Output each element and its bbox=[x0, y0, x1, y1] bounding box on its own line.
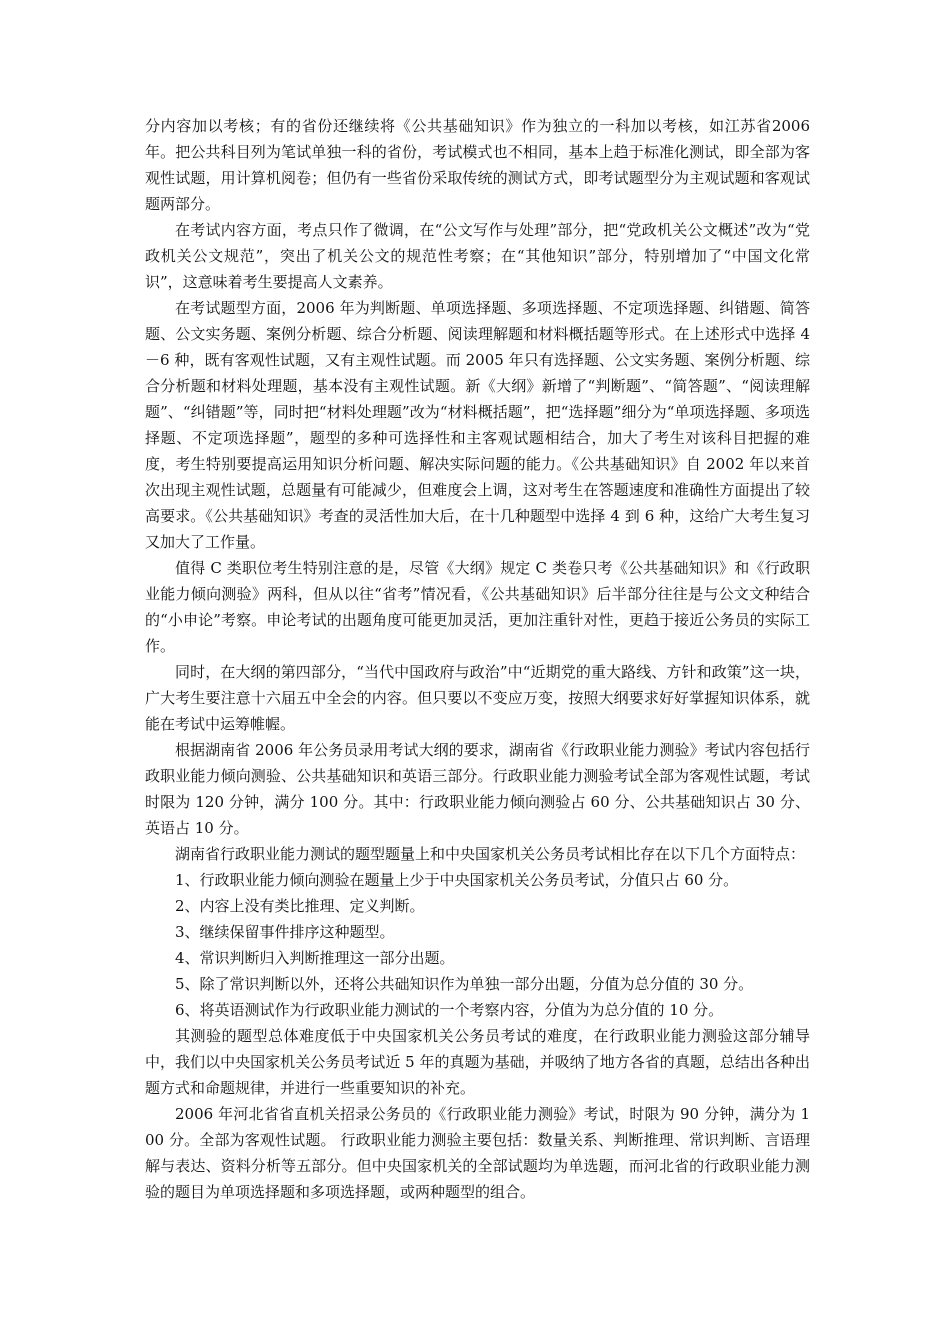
paragraph: 根据湖南省 2006 年公务员录用考试大纲的要求，湖南省《行政职业能力测验》考试内容包括行政职业能力倾向测验、公共基础知识和英语三部分。行政职业能力测验考试全部为客观性试题，考试时限为 120 分钟，满分 100 分。其中：行政职业能力倾向测验占 60 分、公共基础知识占 30 分、英语占 10 分。 bbox=[145, 741, 810, 837]
paragraph: 湖南省行政职业能力测试的题型题量上和中央国家机关公务员考试相比存在以下几个方面特点： bbox=[175, 845, 806, 863]
paragraph: 在考试题型方面，2006 年为判断题、单项选择题、多项选择题、不定项选择题、纠错题、简答题、公文实务题、案例分析题、综合分析题、阅读理解题和材料概括题等形式。在上述形式中选择 4－6 种，既有客观性试题，又有主观性试题。而 2005 年只有选择题、公文实务题、案例分析题、综合分析题和材料处理题，基本没有主观性试题。新《大纲》新增了“判断题”、“简答题”、“阅读理解题”、“纠错题”等，同时把“材料处理题”改为“材料概括题”，把“选择题”细分为“单项选择题、多项选择题、不定项选择题”，题型的多种可选择性和主客观试题相结合，加大了考生对该科目把握的难度，考生特别要提高运用知识分析问题、解决实际问题的能力。《公共基础知识》自 2002 年以来首次出现主观性试题，总题量有可能减少，但难度会上调，这对考生在答题速度和准确性方面提出了较高要求。《公共基础知识》考查的灵活性加大后，在十几种题型中选择 4 到 6 种，这给广大考生复习又加大了工作量。 bbox=[145, 299, 810, 551]
paragraph: 2006 年河北省省直机关招录公务员的《行政职业能力测验》考试，时限为 90 分钟，满分为 100 分。全部为客观性试题。 行政职业能力测验主要包括：数量关系、判断推理、常识判断、言语理解与表达、资料分析等五部分。但中央国家机关的全部试题均为单选题，而河北省的行政职业能力测验的题目为单项选择题和多项选择题，或两种题型的组合。 bbox=[145, 1105, 810, 1201]
list-item: 5、除了常识判断以外，还将公共础知识作为单独一部分出题，分值为总分值的 30 分。 bbox=[175, 975, 754, 993]
list-item: 3、继续保留事件排序这种题型。 bbox=[175, 923, 395, 941]
list-item: 2、内容上没有类比推理、定义判断。 bbox=[175, 897, 425, 915]
list-item: 4、常识判断归入判断推理这一部分出题。 bbox=[175, 949, 455, 967]
paragraph: 在考试内容方面，考点只作了微调，在“公文写作与处理”部分，把“党政机关公文概述”改为“党政机关公文规范”，突出了机关公文的规范性考察；在“其他知识”部分，特别增加了“中国文化常识”，这意味着考生要提高人文素养。 bbox=[145, 221, 810, 291]
list-item: 1、行政职业能力倾向测验在题量上少于中央国家机关公务员考试，分值只占 60 分。 bbox=[175, 871, 739, 889]
document-body bbox=[145, 113, 810, 1205]
paragraph: 其测验的题型总体难度低于中央国家机关公务员考试的难度，在行政职业能力测验这部分辅导中，我们以中央国家机关公务员考试近 5 年的真题为基础，并吸纳了地方各省的真题，总结出各种出题方式和命题规律，并进行一些重要知识的补充。 bbox=[145, 1027, 810, 1097]
list-item: 6、将英语测试作为行政职业能力测试的一个考察内容，分值为为总分值的 10 分。 bbox=[175, 1001, 724, 1019]
paragraph: 分内容加以考核；有的省份还继续将《公共基础知识》作为独立的一科加以考核，如江苏省2006 年。把公共科目列为笔试单独一科的省份，考试模式也不相同，基本上趋于标准化测试，即全部为客观性试题，用计算机阅卷；但仍有一些省份采取传统的测试方式，即考试题型分为主观试题和客观试题两部分。 bbox=[145, 117, 810, 213]
paragraph: 值得 C 类职位考生特别注意的是，尽管《大纲》规定 C 类卷只考《公共基础知识》和《行政职业能力倾向测验》两科，但从以往“省考”情况看，《公共基础知识》后半部分往往是与公文文种结合的“小申论”考察。申论考试的出题角度可能更加灵活，更加注重针对性，更趋于接近公务员的实际工作。 bbox=[145, 559, 810, 655]
paragraph: 同时，在大纲的第四部分，“当代中国政府与政治”中“近期党的重大路线、方针和政策”这一块，广大考生要注意十六届五中全会的内容。但只要以不变应万变，按照大纲要求好好掌握知识体系，就能在考试中运筹帷幄。 bbox=[145, 663, 810, 733]
